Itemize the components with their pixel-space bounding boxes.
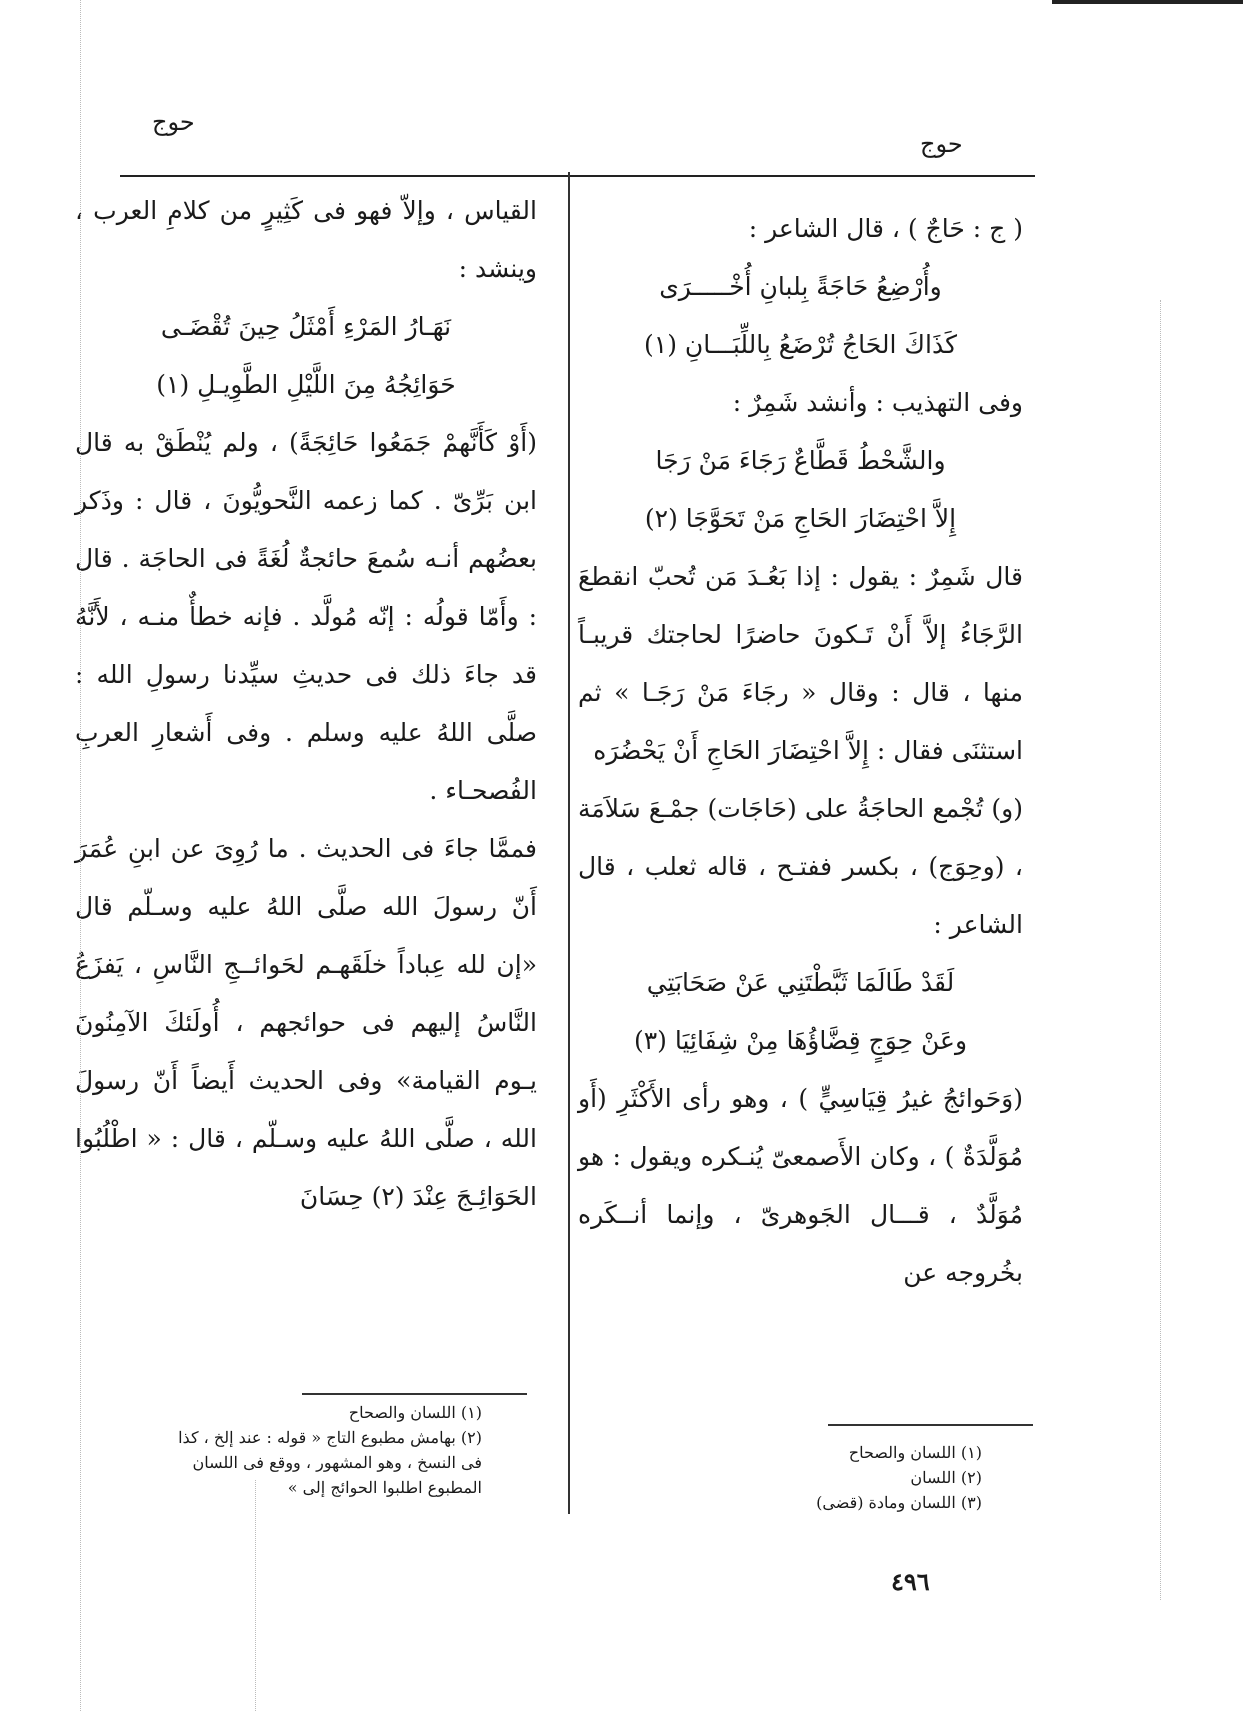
- verse-line: نَهَـارُ المَرْءِ أَمْثَلُ حِينَ تُقْضَـى: [160, 312, 452, 341]
- verse-line: وعَنْ حِوَجٍ قِضَّاؤُهَا مِنْ شِفَائِيَا (٣): [633, 1026, 968, 1055]
- verse-line: إِلاَّ احْتِضَارَ الحَاجِ مَنْ تَحَوَّجَا (٢): [644, 504, 957, 533]
- paragraph: قال شَمِرٌ : يقول : إذا بَعُـدَ مَن تُحبّ انقطعَ الرَّجَاءُ إلاَّ أَنْ تَـكونَ حاضرًا لحاجتك قريبـاً منها ، قال : وقال « رجَاءَ مَنْ رَجَـا » ثم استثنَى فقال : إِلاَّ احْتِضَارَ الحَاجِ أَنْ يَحْضُرَه: [578, 562, 1023, 765]
- verse-line: حَوَائِجُهُ مِنَ اللَّيْلِ الطَّوِيـلِ (١): [156, 370, 456, 399]
- scan-dotted-line: [1160, 300, 1161, 1600]
- footnotes-left: [160, 1400, 482, 1500]
- verse-line: لَقَدْ طَالَمَا ثَبَّطْتَنِي عَنْ صَحَابَتِي: [646, 968, 955, 997]
- paragraph: القياس ، وإلاّ فهو فى كَثِيرٍ من كلامِ العرب ، وينشد :: [75, 196, 537, 283]
- paragraph: (و) تُجْمع الحاجَةُ على (حَاجَات) جمْـعَ سَلاَمَة ، (وحِوَج) ، بكسر ففتـح ، قاله ثعلب ، قال الشاعر :: [578, 794, 1023, 939]
- running-header-right: حوج: [920, 130, 963, 158]
- paragraph: ( ج : حَاجٌ ) ، قال الشاعر :: [748, 214, 1023, 243]
- footnote: (١) اللسان والصحاح: [348, 1403, 482, 1422]
- footnote-rule-left: [302, 1393, 527, 1395]
- paragraph: (أَوْ كَأَنَّهمْ جَمَعُوا حَائِجَةً) ، ولم يُنْطَقْ به قال ابن بَرِّىّ . كما زعمه النَّحويُّونَ ، قال : وذَكر بعضُهم أنـه سُمعَ حائجةٌ لُغَةً فى الحاجَة . قال : وأَمّا قولُه : إنّه مُولَّد . فإنه خطأٌ منـه ، لأَنَّهُ قد جاءَ ذلك فى حديثِ سيِّدنا رسولِ الله : صلَّى اللهُ عليه وسلم . وفى أَشعارِ العربِ الفُصحـاء .: [75, 428, 537, 805]
- scan-edge-line: [1052, 0, 1243, 4]
- verse-line: والشَّحْطُ قَطَّاعٌ رَجَاءَ مَنْ رَجَا: [655, 446, 946, 475]
- footnote-rule-right: [828, 1424, 1033, 1426]
- paragraph: وفى التهذيب : وأنشد شَمِرٌ :: [732, 388, 1023, 417]
- footnote: (٣) اللسان ومادة (قضى): [816, 1493, 982, 1512]
- scan-dotted-line: [80, 0, 81, 1711]
- running-header-left: حوج: [152, 108, 195, 136]
- paragraph: فممَّا جاءَ فى الحديث . ما رُوِىَ عن ابنِ عُمَرَ أَنّ رسولَ الله صلَّى اللهُ عليه وسـلّم قال «إن لله عِباداً خلَقَهـم لحَوائــجِ النَّاسِ ، يَفزَعُ النَّاسُ إليهم فى حوائجهم ، أُولَئكَ الآمِنُونَ يـوم القيامة» وفى الحديث أَيضاً أَنّ رسولَ الله ، صلَّى اللهُ عليه وسـلّم ، قال : « اطْلُبُوا الحَوَائِـجَ عِنْدَ (٢) حِسَانَ: [75, 834, 537, 1211]
- verse-line: كَذَاكَ الحَاجُ تُرْضَعُ بِاللِّبَـــانِ (١): [643, 330, 958, 359]
- column-divider: [568, 172, 570, 1514]
- footnote: (٢) بهامش مطبوع التاج « قوله : عند إلخ ، كذا فى النسخ ، وهو المشهور ، ووقع فى اللسان المطبوع اطلبوا الحوائج إلى »: [178, 1428, 482, 1497]
- right-column: [578, 200, 1023, 1302]
- footnotes-right: [760, 1440, 982, 1515]
- scan-dotted-line: [255, 1480, 256, 1711]
- header-rule: [120, 175, 1035, 177]
- verse-line: وأُرْضِعُ حَاجَةً بِلبانِ أُخْـــــرَى: [659, 272, 942, 301]
- footnote: (١) اللسان والصحاح: [848, 1443, 982, 1462]
- paragraph: (وَحَوائجُ غيرُ قِيَاسِيٍّ ) ، وهو رأى الأَكْثَرِ (أَو مُوَلَّدَةٌ ) ، وكان الأَصمعىّ يُنـكره ويقول : هو مُوَلَّدٌ ، قـــال الجَوهرىّ ، وإنما أنــكَره بخُروجه عن: [578, 1084, 1023, 1287]
- page-number: ٤٩٦: [891, 1567, 930, 1596]
- footnote: (٢) اللسان: [910, 1468, 982, 1487]
- left-column: [75, 182, 537, 1226]
